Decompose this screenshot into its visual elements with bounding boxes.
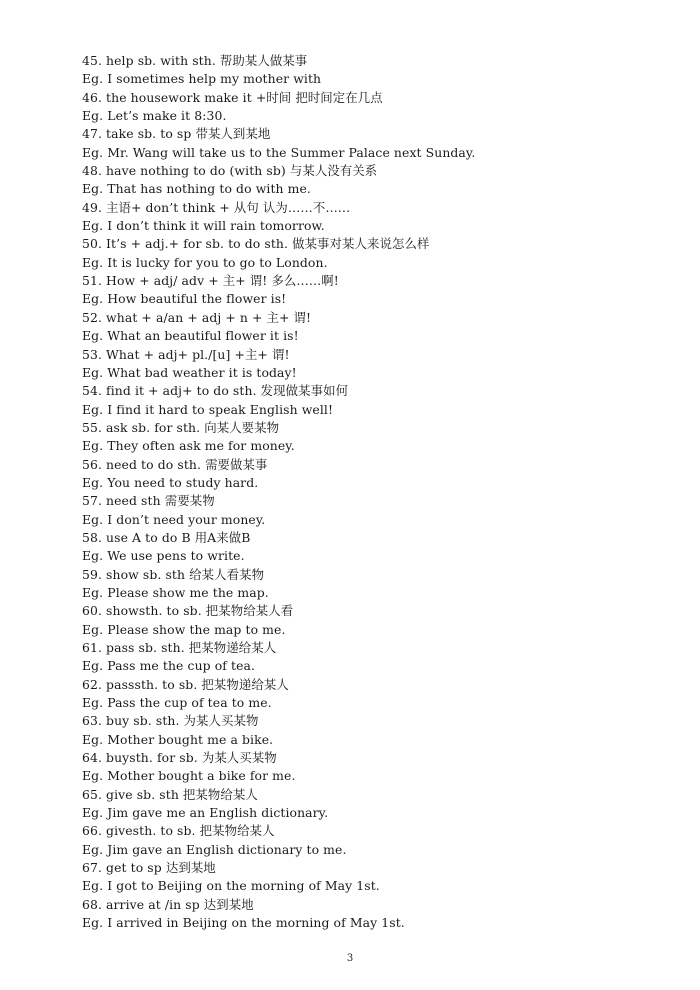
- text-line: Eg. Pass me the cup of tea.: [82, 658, 256, 674]
- text-line: Eg. I don’t think it will rain tomorrow.: [82, 218, 325, 234]
- text-line: 57. need sth 需要某物: [82, 493, 215, 509]
- text-line: 66. givesth. to sb. 把某物给某人: [82, 823, 275, 839]
- text-line: 61. pass sb. sth. 把某物递给某人: [82, 640, 277, 655]
- text-line: Eg. It is lucky for you to go to London.: [82, 254, 328, 270]
- text-line: Eg. What an beautiful flower it is!: [82, 328, 299, 344]
- text-line: 46. the housework make it +时间 把时间定在几点: [82, 89, 383, 105]
- text-line: 59. show sb. sth 给某人看某物: [82, 566, 265, 582]
- text-line: Eg. Mother bought me a bike.: [82, 731, 274, 747]
- text-line: 62. passsth. to sb. 把某物递给某人: [82, 676, 289, 692]
- text-line: 65. give sb. sth 把某物给某人: [82, 786, 258, 802]
- text-line: 64. buysth. for sb. 为某人买某物: [82, 750, 277, 766]
- text-line: Eg. We use pens to write.: [82, 548, 245, 564]
- text-line: Eg. What bad weather it is today!: [82, 364, 297, 380]
- text-line: Eg. Please show the map to me.: [82, 621, 286, 637]
- text-line: Eg. Pass the cup of tea to me.: [82, 695, 272, 711]
- text-line: Eg. You need to study hard.: [82, 474, 259, 490]
- text-line: 51. How + adj/ adv + 主+ 谓! 多么……啊!: [82, 273, 339, 289]
- text-line: 45. help sb. with sth. 帮助某人做某事: [82, 53, 308, 68]
- text-line: Eg. They often ask me for money.: [82, 438, 295, 454]
- text-line: Eg. I sometimes help my mother with: [82, 71, 322, 87]
- text-line: Eg. Let’s make it 8:30.: [82, 108, 227, 124]
- text-line: 58. use A to do B 用A来做B: [82, 529, 251, 545]
- text-line: Eg. I arrived in Beijing on the morning of May 1st.: [82, 915, 405, 931]
- text-line: 60. showsth. to sb. 把某物给某人看: [82, 603, 294, 619]
- text-line: 68. arrive at /in sp 达到某地: [82, 896, 254, 912]
- text-line: Eg. That has nothing to do with me.: [82, 181, 311, 197]
- text-line: 48. have nothing to do (with sb) 与某人没有关系: [82, 163, 378, 179]
- text-line: 67. get to sp 达到某地: [82, 860, 216, 876]
- text-line: Eg. Jim gave an English dictionary to me.: [82, 841, 347, 857]
- text-line: Eg. How beautiful the flower is!: [82, 291, 287, 307]
- text-line: Eg. I got to Beijing on the morning of May 1st.: [82, 878, 380, 894]
- text-line: Eg. Jim gave me an English dictionary.: [82, 805, 329, 821]
- text-line: 54. find it + adj+ to do sth. 发现做某事如何: [82, 383, 349, 399]
- text-line: 49. 主语+ don’t think + 从句 认为……不……: [82, 199, 351, 215]
- text-line: 52. what + a/an + adj + n + 主+ 谓!: [82, 309, 312, 325]
- text-line: Eg. Please show me the map.: [82, 584, 269, 600]
- page-number: 3: [346, 953, 354, 964]
- text-line: Eg. Mr. Wang will take us to the Summer Palace next Sunday.: [82, 144, 476, 160]
- text-line: 50. It’s + adj.+ for sb. to do sth. 做某事对某人来说怎么样: [82, 236, 430, 252]
- text-line: 63. buy sb. sth. 为某人买某物: [82, 713, 259, 729]
- text-line: 53. What + adj+ pl./[u] +主+ 谓!: [82, 346, 290, 362]
- text-line: Eg. Mother bought a bike for me.: [82, 768, 296, 784]
- phrase-list: [82, 52, 682, 933]
- text-line: 56. need to do sth. 需要做某事: [82, 456, 268, 472]
- text-line: Eg. I find it hard to speak English well!: [82, 401, 334, 417]
- text-line: Eg. I don’t need your money.: [82, 511, 266, 527]
- text-line: 47. take sb. to sp 带某人到某地: [82, 126, 271, 142]
- text-line: 55. ask sb. for sth. 向某人要某物: [82, 419, 280, 435]
